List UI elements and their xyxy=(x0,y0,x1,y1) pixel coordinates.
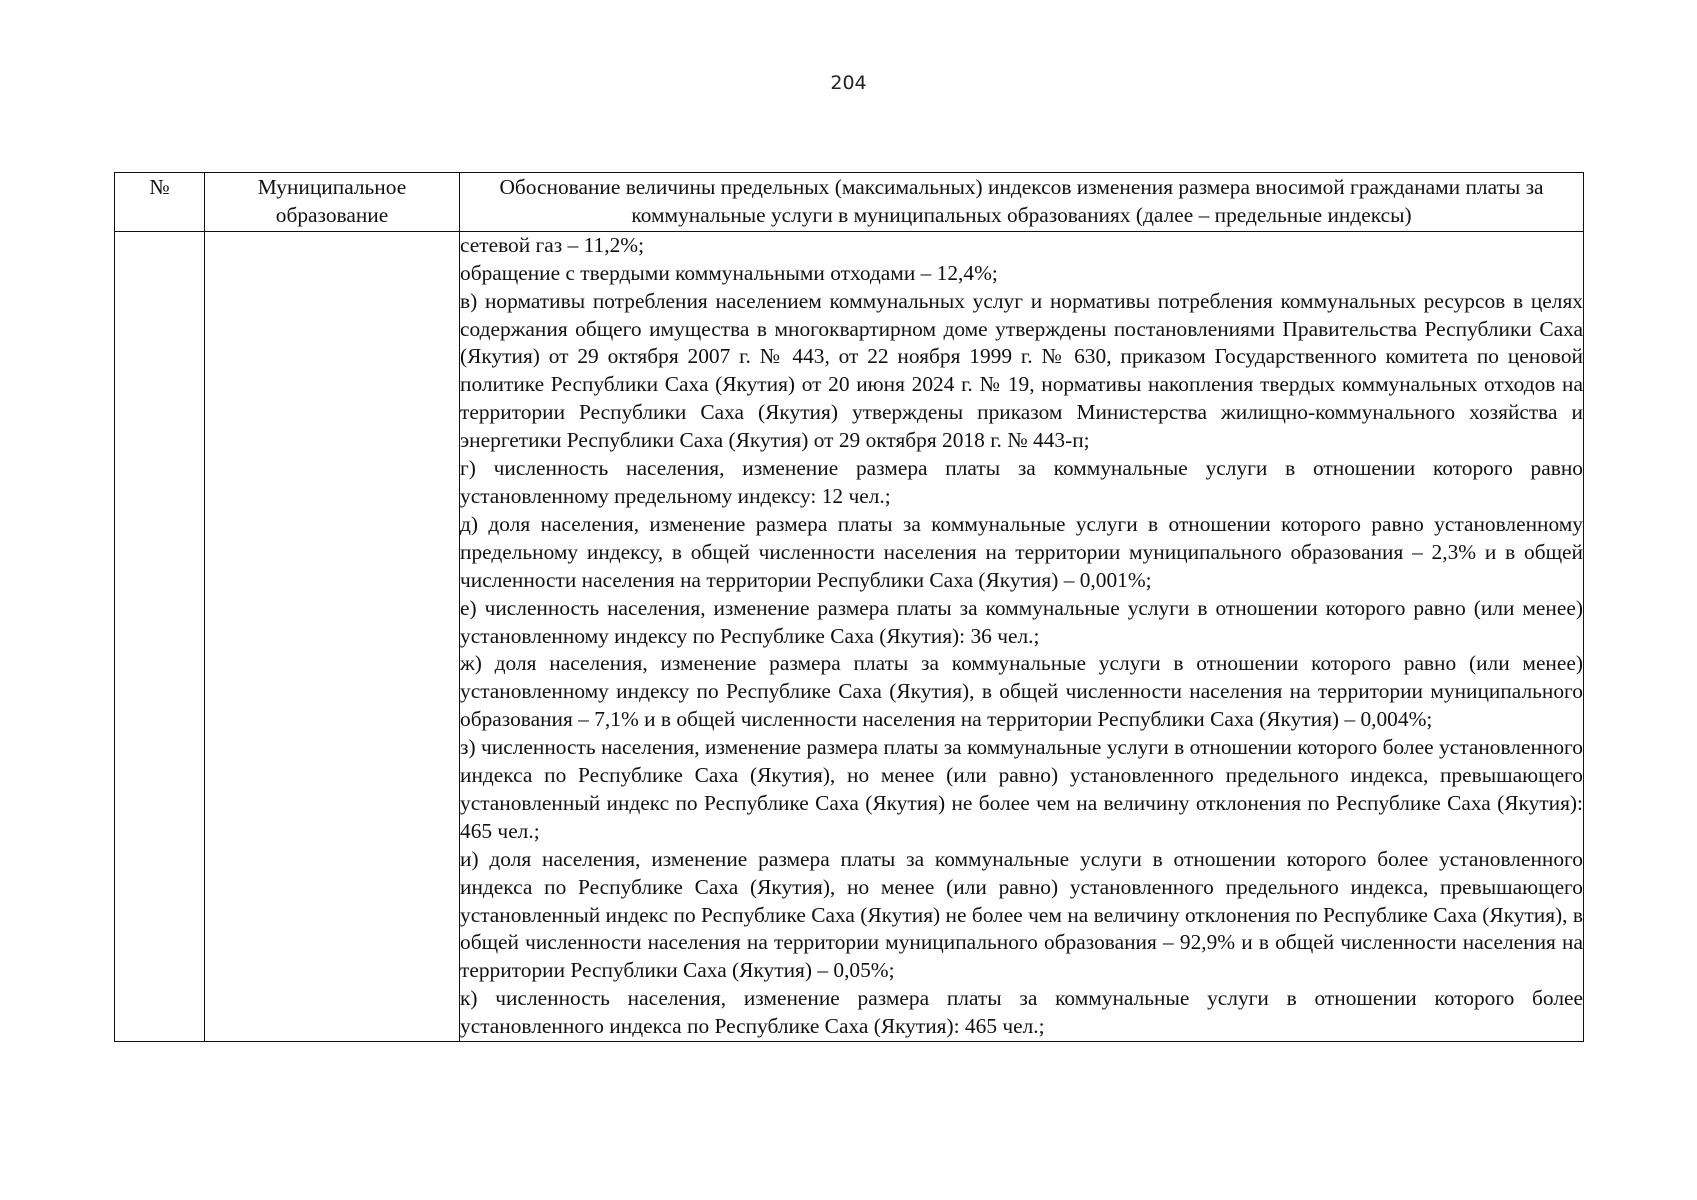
paragraph-z-population: з) численность населения, изменение размера платы за коммунальные услуги в отношении которого более установленного индекса по Республике Саха (Якутия), но менее (или равно) установленного предельного индекса, превышающего установленный индекс по Республике Саха (Якутия) не более чем на величину отклонения по Республике Саха (Якутия): 465 чел.; xyxy=(460,735,1583,843)
table-row xyxy=(115,231,1584,1041)
header-number xyxy=(115,173,205,232)
paragraph-v-norms: в) нормативы потребления населением коммунальных услуг и нормативы потребления коммунальных ресурсов в целях содержания общего имущества в многоквартирном доме утверждены постановлениями Правительства Республики Саха (Якутия) от 29 октября 2007 г. № 443, от 22 ноября 1999 г. № 630, приказом Государственного комитета по ценовой политике Республики Саха (Якутия) от 20 июня 2024 г. № 19, нормативы накопления твердых коммунальных отходов на территории Республики Саха (Якутия) утверждены приказом Министерства жилищно-коммунального хозяйства и энергетики Республики Саха (Якутия) от 29 октября 2018 г. № 443-п; xyxy=(460,288,1583,453)
paragraph-waste: обращение с твердыми коммунальными отходами – 12,4%; xyxy=(460,260,998,285)
justification-table xyxy=(114,172,1584,1042)
paragraph-zh-share: ж) доля населения, изменение размера платы за коммунальные услуги в отношении которого равно (или менее) установленному индексу по Республике Саха (Якутия), в общей численности населения на территории муниципального образования – 7,1% и в общей численности населения на территории Республики Саха (Якутия) – 0,004%; xyxy=(460,651,1583,732)
paragraph-d-share: д) доля населения, изменение размера платы за коммунальные услуги в отношении которого равно установленному предельному индексу, в общей численности населения на территории муниципального образования – 2,3% и в общей численности населения на территории Республики Саха (Якутия) – 0,001%; xyxy=(460,511,1583,592)
cell-municipality xyxy=(205,231,460,1041)
table-header-row xyxy=(115,173,1584,232)
paragraph-k-population: к) численность населения, изменение размера платы за коммунальные услуги в отношении которого более установленного индекса по Республике Саха (Якутия): 465 чел.; xyxy=(460,986,1583,1039)
paragraph-e-population: е) численность населения, изменение размера платы за коммунальные услуги в отношении которого равно (или менее) установленному индексу по Республике Саха (Якутия): 36 чел.; xyxy=(460,595,1583,648)
paragraph-gas: сетевой газ – 11,2%; xyxy=(460,232,645,257)
header-municipality xyxy=(205,173,460,232)
header-justification xyxy=(460,173,1584,232)
paragraph-g-population: г) численность населения, изменение размера платы за коммунальные услуги в отношении которого равно установленному предельному индексу: 12 чел.; xyxy=(460,456,1583,508)
page-number: 204 xyxy=(830,72,867,94)
paragraph-i-share: и) доля населения, изменение размера платы за коммунальные услуги в отношении которого более установленного индекса по Республике Саха (Якутия), но менее (или равно) установленного предельного индекса, превышающего установленный индекс по Республике Саха (Якутия) не более чем на величину отклонения по Республике Саха (Якутия), в общей численности населения на территории муниципального образования – 92,9% и в общей численности населения на территории Республики Саха (Якутия) – 0,05%; xyxy=(460,846,1583,983)
cell-justification xyxy=(460,231,1584,1041)
header-municipality-label: Муниципальное образование xyxy=(257,175,407,227)
header-justification-label: Обоснование величины предельных (максимальных) индексов изменения размера вносимой гражданами платы за коммунальные услуги в муниципальных образованиях (далее – предельные индексы) xyxy=(499,175,1544,227)
cell-number xyxy=(115,231,205,1041)
header-number-label: № xyxy=(149,175,170,199)
